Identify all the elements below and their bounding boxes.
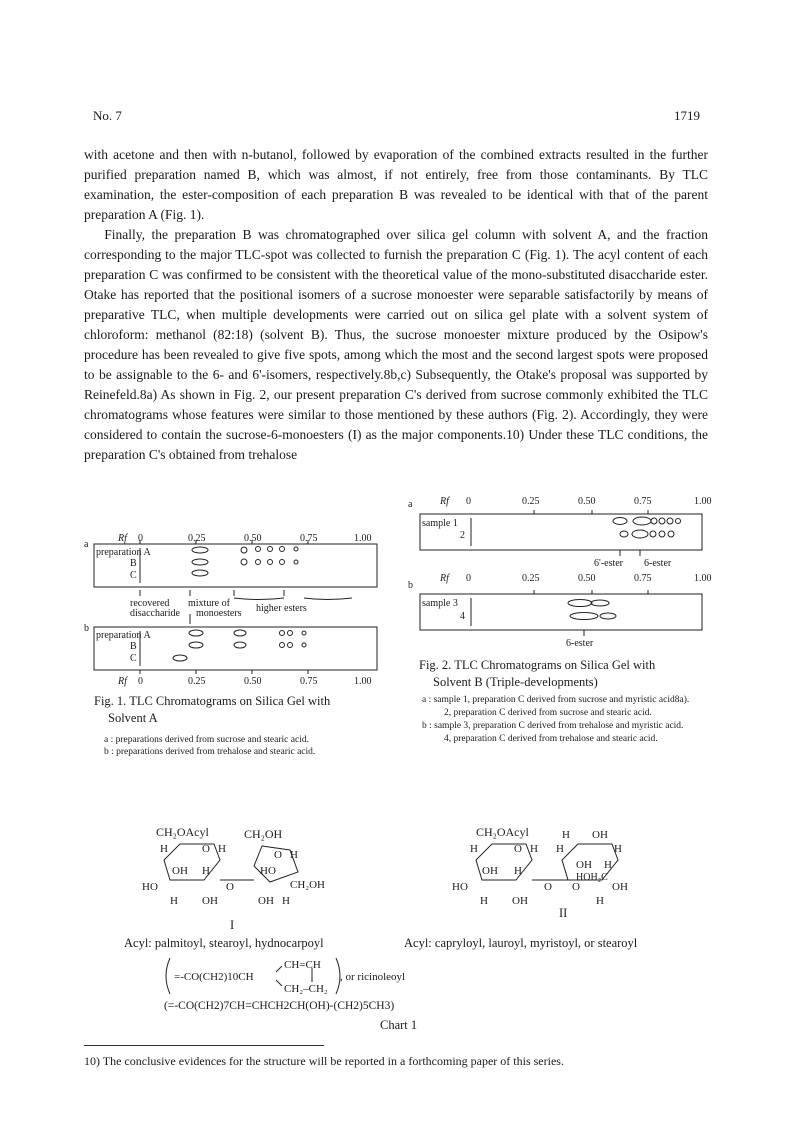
svg-text:HO: HO xyxy=(452,881,468,893)
panel-letter: b xyxy=(408,580,413,591)
fig1-note-a: a : preparations derived from sucrose and stearic acid. xyxy=(104,735,309,745)
svg-text:CH₂OH: CH₂OH xyxy=(290,879,326,891)
svg-text:HO: HO xyxy=(260,865,276,877)
svg-text:O: O xyxy=(226,881,234,893)
paragraph: with acetone and then with n-butanol, followed by evaporation of the combined extracts resulted in the further purified preparation named B, which was almost, if not entirely, free from those contaminants. By TLC examination, the ester-composition of each preparation B was revealed to be identical with that of the parent preparation A (Fig. 1). xyxy=(84,147,708,222)
ricinoleoyl-label: , or ricinoleoyl xyxy=(340,971,406,983)
tick-label: 0.75 xyxy=(634,496,652,507)
svg-text:H: H xyxy=(614,843,622,855)
rf-label: Rf xyxy=(440,573,449,584)
footnote-rule xyxy=(84,1045,324,1046)
structure-II xyxy=(452,822,672,919)
running-header-left: No. 7 xyxy=(93,108,122,123)
compound-label: II xyxy=(559,906,568,920)
tick-label: 0.75 xyxy=(300,533,318,544)
svg-text:O: O xyxy=(544,881,552,893)
hydnocarpoyl-structure xyxy=(160,954,460,1003)
acyl-I: Acyl: palmitoyl, stearoyl, hydnocarpoyl xyxy=(124,936,324,950)
chart-label: Chart 1 xyxy=(380,1018,418,1032)
tick-label: 0 xyxy=(466,496,471,507)
svg-text:H: H xyxy=(562,829,570,841)
tick-label: 0.25 xyxy=(522,496,540,507)
row-label: 2 xyxy=(460,530,465,541)
figure-1 xyxy=(84,528,394,693)
row-label: preparation A xyxy=(96,547,151,558)
svg-text:HO: HO xyxy=(142,881,158,893)
svg-text:H: H xyxy=(480,895,488,907)
svg-text:OH: OH xyxy=(612,881,628,893)
svg-text:H: H xyxy=(218,843,226,855)
page-number: 1719 xyxy=(674,108,700,123)
tick-label: 0.50 xyxy=(244,676,262,687)
tick-label: 0 xyxy=(138,676,143,687)
fig-label: mixture of xyxy=(188,598,230,609)
svg-text:CH₂OAcyl: CH₂OAcyl xyxy=(156,825,209,839)
svg-text:H: H xyxy=(556,843,564,855)
svg-text:OH: OH xyxy=(576,859,592,871)
svg-text:HOH₂C: HOH₂C xyxy=(576,872,608,883)
fig2-notes: a : sample 1, preparation C derived from sucrose and myristic acid8a). 2, preparation C derived from sucrose and stearic acid. b : sample 3, preparation C derived from trehalose and myristic acid. 4, preparation C derived from trehalose and stearic acid. xyxy=(422,695,690,744)
row-label: sample 1 xyxy=(422,518,458,529)
ester-label: 6'-ester xyxy=(594,558,624,569)
ester-label: 6-ester xyxy=(644,558,672,569)
svg-text:H: H xyxy=(160,843,168,855)
acyl-II: Acyl: capryloyl, lauroyl, myristoyl, or stearoyl xyxy=(404,936,638,950)
row-label: 4 xyxy=(460,611,465,622)
tick-label: 1.00 xyxy=(354,533,372,544)
rf-label: Rf xyxy=(118,533,127,544)
svg-text:OH: OH xyxy=(592,829,608,841)
fig2-caption: Fig. 2. TLC Chromatograms on Silica Gel with Solvent B (Triple-developments) xyxy=(419,658,656,689)
tick-label: 1.00 xyxy=(354,676,372,687)
fig-label: higher esters xyxy=(256,603,307,614)
svg-text:H: H xyxy=(470,843,478,855)
svg-text:O: O xyxy=(202,843,210,855)
rf-label: Rf xyxy=(118,676,127,687)
svg-text:CH=CH: CH=CH xyxy=(284,959,321,971)
body-text xyxy=(84,145,708,465)
tick-label: 0.25 xyxy=(522,573,540,584)
fig1-caption: Fig. 1. TLC Chromatograms on Silica Gel with Solvent A xyxy=(94,694,331,725)
paragraph: Finally, the preparation B was chromatographed over silica gel column with solvent A, and the fraction corresponding to the major TLC-spot was collected to furnish the preparation C (Fig. 1). The acyl content of each preparation C was confirmed to be consistent with the theoretical value of the mono-substituted disaccharide ester. Otake has reported that the positional isomers of a sucrose monoester were separable satisfactorily by means of preparative TLC, when multiple developments were carried out on silica gel plate with a solvent system of chloroform: methanol (82:18) (solvent B). Thus, the sucrose monoester mixture produced by the Osipow's procedure has been revealed to give five spots, among which the most and the second largest spots were proposed to be assignable to the 6- and 6'-isomers, respectively.8b,c) Subsequently, the Otake's proposal was supported by Reinefeld.8a) As shown in Fig. 2, our present preparation C's derived from sucrose commonly exhibited the TLC chromatograms whose features were similar to those mentioned by these authors (Fig. 2). Accordingly, they were considered to contain the sucrose-6-monoesters (I) as the major components.10) Under these TLC conditions, the preparation C's obtained from trehalose xyxy=(84,227,708,462)
tick-label: 0.50 xyxy=(244,533,262,544)
panel-letter: a xyxy=(84,539,89,550)
svg-text:H: H xyxy=(604,859,612,871)
fig-label: monoesters xyxy=(196,608,242,619)
fig-label: recovered xyxy=(130,598,170,609)
tick-label: 0.75 xyxy=(300,676,318,687)
svg-text:H: H xyxy=(202,865,210,877)
svg-text:H: H xyxy=(282,895,290,907)
tick-label: 0.75 xyxy=(634,573,652,584)
tick-label: 0.25 xyxy=(188,533,206,544)
svg-text:CH₂–CH₂: CH₂–CH₂ xyxy=(284,983,328,995)
svg-text:OH: OH xyxy=(482,865,498,877)
figure-2 xyxy=(404,488,724,653)
panel-letter: a xyxy=(408,499,413,510)
svg-text:CH₂OH: CH₂OH xyxy=(244,827,283,841)
svg-text:O: O xyxy=(274,849,282,861)
fig1-note-b: b : preparations derived from trehalose and stearic acid. xyxy=(104,747,316,757)
row-label: B xyxy=(130,558,137,569)
tick-label: 0 xyxy=(138,533,143,544)
panel-letter: b xyxy=(84,623,89,634)
svg-text:H: H xyxy=(530,843,538,855)
svg-text:OH: OH xyxy=(512,895,528,907)
ricinoleoyl-formula: (=-CO(CH2)7CH=CHCH2CH(OH)-(CH2)5CH3) xyxy=(164,1000,395,1012)
svg-text:H: H xyxy=(514,865,522,877)
tick-label: 0.50 xyxy=(578,573,596,584)
footnote: 10) The conclusive evidences for the structure will be reported in a forthcoming paper of this series. xyxy=(84,1054,564,1068)
svg-text:CH₂OAcyl: CH₂OAcyl xyxy=(476,825,529,839)
svg-text:H: H xyxy=(290,849,298,861)
row-label: sample 3 xyxy=(422,598,458,609)
structure-I xyxy=(140,822,360,919)
compound-label: I xyxy=(230,918,235,932)
svg-text:OH: OH xyxy=(258,895,274,907)
tick-label: 0.25 xyxy=(188,676,206,687)
svg-text:O: O xyxy=(514,843,522,855)
svg-text:O: O xyxy=(572,881,580,893)
row-label: B xyxy=(130,641,137,652)
tick-label: 0.50 xyxy=(578,496,596,507)
svg-text:H: H xyxy=(596,895,604,907)
row-label: C xyxy=(130,570,137,581)
hydnocarpoyl-formula: =-CO(CH2)10CH xyxy=(174,971,254,983)
row-label: preparation A xyxy=(96,630,151,641)
row-label: C xyxy=(130,653,137,664)
tick-label: 1.00 xyxy=(694,496,712,507)
rf-label: Rf xyxy=(440,496,449,507)
svg-text:OH: OH xyxy=(202,895,218,907)
svg-text:OH: OH xyxy=(172,865,188,877)
fig-label: disaccharide xyxy=(130,608,180,619)
svg-text:H: H xyxy=(170,895,178,907)
ester-label: 6-ester xyxy=(566,638,594,648)
tick-label: 1.00 xyxy=(694,573,712,584)
tick-label: 0 xyxy=(466,573,471,584)
